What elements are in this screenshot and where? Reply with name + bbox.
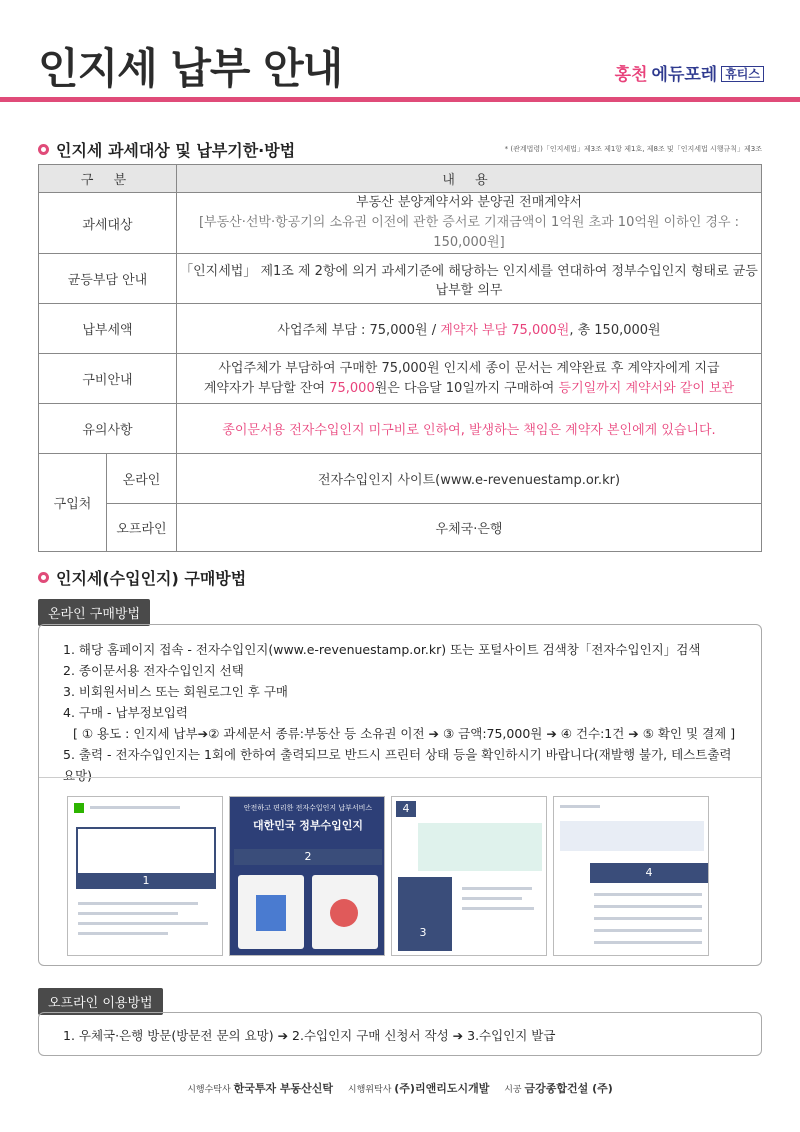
row-label-tax-amount: 납부세액: [39, 304, 177, 354]
step-number-4a: 4: [396, 801, 416, 817]
row-content-caution: 종이문서용 전자수입인지 미구비로 인하여, 발생하는 책임은 계약자 본인에게 있습니다.: [177, 404, 762, 454]
step-4-detail: [ ① 용도 : 인지세 납부➔② 과세문서 종류:부동산 등 소유권 이전 ➔ ③ 금액:75,000원 ➔ ④ 건수:1건 ➔ ⑤ 확인 및 결제 ]: [73, 726, 736, 741]
screenshot-service: [229, 796, 385, 956]
brand-part-1: 홍천: [614, 65, 648, 85]
online-steps: [39, 625, 761, 786]
row-content-offline: 우체국·은행: [177, 504, 762, 552]
row-label-equal-share: 균등부담 안내: [39, 254, 177, 304]
footer-company-1: 시행수탁사 한국투자 부동산신탁: [187, 1082, 334, 1095]
banner-image: [418, 823, 542, 871]
step-number-1: 1: [76, 873, 216, 889]
header-divider: [0, 97, 800, 102]
row-content-tax-amount: 사업주체 부담 : 75,000원 / 계약자 부담 75,000원, 총 150,000원: [177, 304, 762, 354]
service-title: 안전하고 편리한 전자수입인지 납부서비스: [243, 804, 373, 812]
step-5: 5. 출력 - 전자수입인지는 1회에 한하여 출력되므로 반드시 프린터 상태 등을 확인하시기 바랍니다(재발행 불가, 테스트출력 요망): [63, 747, 732, 783]
offline-method-box: [38, 1012, 762, 1056]
stamp-icon: [330, 899, 358, 927]
online-method-box: [38, 624, 762, 966]
screenshot-menu: [391, 796, 547, 956]
page-header: [0, 0, 800, 105]
footer-company-3: 시공 금강종합건설 (주): [504, 1082, 613, 1095]
row-content-prep: 사업주체가 부담하여 구매한 75,000원 인지세 종이 문서는 계약완료 후 계약자에게 지급 계약자가 부담할 잔여 75,000원은 다음달 10일까지 구매하여 등기일까지 계약서와 같이 보관: [177, 354, 762, 404]
row-label-caution: 유의사항: [39, 404, 177, 454]
row-label-prep: 구비안내: [39, 354, 177, 404]
screenshot-search: [67, 796, 223, 956]
step-number-3: 3: [408, 925, 438, 941]
online-method-label: 온라인 구매방법: [38, 599, 150, 626]
bullet-icon: [38, 144, 49, 155]
row-content-taxable: 부동산 분양계약서와 분양권 전매계약서 [부동산·선박·항공기의 소유권 이전에 관한 증서로 기재금액이 1억원 초과 10억원 이하인 경우 : 150,000원]: [177, 193, 762, 254]
document-icon: [256, 895, 286, 931]
screenshot-strip: [39, 777, 761, 965]
step-4: 4. 구매 - 납부정보입력: [63, 705, 188, 720]
col-header-content: 내 용: [177, 165, 762, 193]
row-label-online: 온라인: [107, 454, 177, 504]
step-1: 1. 해당 홈페이지 접속 - 전자수입인지(www.e-revenuestamp.or.kr) 또는 포털사이트 검색창「전자수입인지」검색: [63, 642, 701, 657]
brand-part-2: 에듀포레: [651, 65, 718, 85]
portal-logo-icon: [74, 803, 84, 813]
row-label-taxable: 과세대상: [39, 193, 177, 254]
offline-steps: 1. 우체국·은행 방문(방문전 문의 요망) ➔ 2.수입인지 구매 신청서 작성 ➔ 3.수입인지 발급: [63, 1028, 556, 1043]
row-content-online: 전자수입인지 사이트(www.e-revenuestamp.or.kr): [177, 454, 762, 504]
col-header-category: 구 분: [39, 165, 177, 193]
row-content-equal-share: 「인지세법」 제1조 제 2항에 의거 과세기준에 해당하는 인지세를 연대하여 정부수입인지 형태로 균등 납부할 의무: [177, 254, 762, 304]
screenshot-form: [553, 796, 709, 956]
brand-logo: [615, 60, 764, 85]
page-title: 인지세 납부 안내: [38, 44, 343, 93]
brand-part-3: 휴티스: [721, 66, 764, 82]
form-banner: [560, 821, 704, 851]
row-label-offline: 오프라인: [107, 504, 177, 552]
section-2-heading: 인지세(수입인지) 구매방법: [38, 566, 246, 589]
row-label-purchase: 구입처: [39, 454, 107, 552]
step-number-2: 2: [234, 849, 382, 865]
tax-info-table: [38, 164, 762, 552]
offline-method-label: 오프라인 이용방법: [38, 988, 163, 1015]
step-3: 3. 비회원서비스 또는 회원로그인 후 구매: [63, 684, 288, 699]
law-note: * (관계법령)「인지세법」제3조 제1항 제1호, 제8조 및「인지세법 시행규칙」제3조: [504, 145, 762, 153]
service-big-title: 대한민국 정부수입인지: [252, 819, 364, 832]
bullet-icon: [38, 572, 49, 583]
step-2: 2. 종이문서용 전자수입인지 선택: [63, 663, 244, 678]
footer-companies: [0, 1080, 800, 1096]
footer-company-2: 시행위탁사 (주)리앤리도시개발: [347, 1082, 490, 1095]
section-1-heading: 인지세 과세대상 및 납부기한·방법: [38, 138, 295, 161]
step-number-4b: 4: [590, 865, 708, 881]
